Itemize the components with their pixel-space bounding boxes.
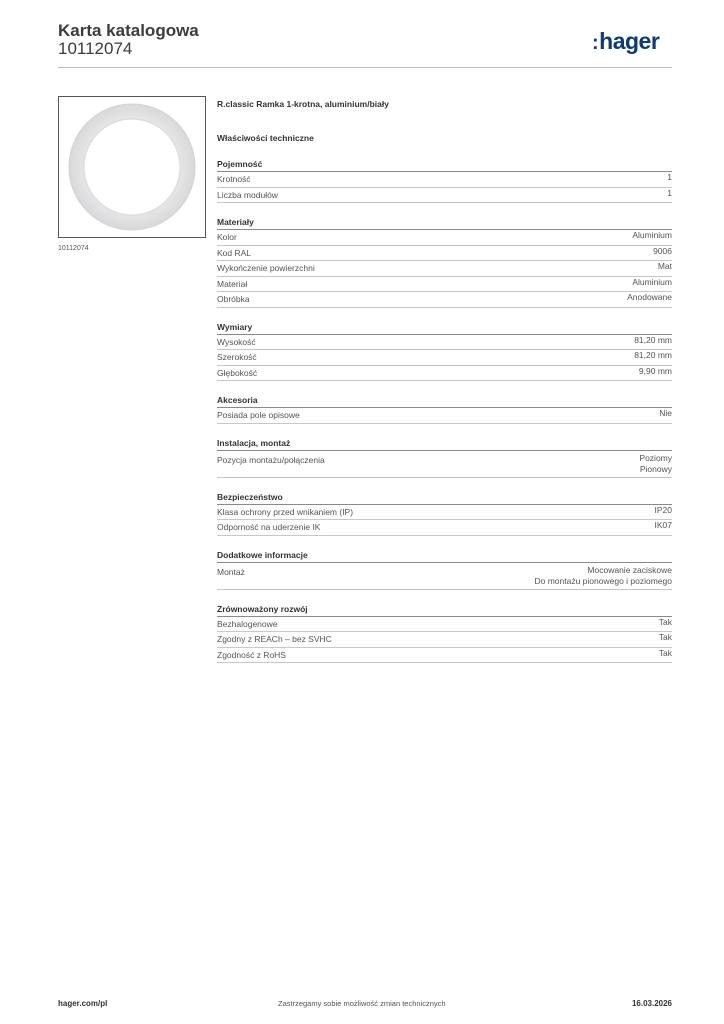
- spec-value-line: IK07: [654, 520, 672, 530]
- spec-value: [659, 632, 672, 647]
- spec-value: [659, 648, 672, 663]
- spec-value-line: 9,90 mm: [638, 365, 672, 376]
- frame-ring-illustration: [59, 97, 205, 237]
- group-title: Instalacja, montaż: [217, 437, 672, 451]
- document-title: Karta katalogowa: [58, 21, 199, 40]
- footer-disclaimer: Zastrzegamy sobie możliwość zmian technicznych: [278, 999, 446, 1008]
- spec-value: [632, 277, 672, 292]
- spec-value: [639, 366, 672, 381]
- spec-row: [217, 366, 672, 382]
- spec-row: [217, 632, 672, 648]
- spec-value-line: 81,20 mm: [634, 334, 672, 345]
- spec-label: Kolor: [217, 232, 237, 242]
- spec-row: [217, 563, 672, 590]
- spec-value: [639, 453, 672, 475]
- logo-mark: :: [592, 32, 599, 54]
- spec-value-line: Aluminium: [632, 276, 672, 287]
- group-title: Akcesoria: [217, 394, 672, 408]
- group-title: Zrównoważony rozwój: [217, 603, 672, 617]
- spec-label: Posiada pole opisowe: [217, 410, 300, 420]
- spec-row: [217, 261, 672, 277]
- spec-row: [217, 505, 672, 521]
- spec-value-line: Tak: [658, 616, 672, 627]
- spec-value-line: 1: [667, 187, 672, 198]
- spec-value-line: 81,20 mm: [634, 350, 672, 360]
- product-code: 10112074: [58, 39, 133, 58]
- spec-label: Wykończenie powierzchni: [217, 263, 315, 273]
- logo-text: hager: [599, 28, 660, 54]
- hager-logo: [592, 28, 659, 55]
- spec-value-line: Nie: [659, 408, 672, 418]
- spec-row: [217, 292, 672, 308]
- spec-value-line: Aluminium: [632, 230, 672, 240]
- group-title: Pojemność: [217, 158, 672, 172]
- spec-row: [217, 246, 672, 262]
- spec-row: [217, 230, 672, 246]
- spec-value: [634, 350, 672, 365]
- spec-row: [217, 648, 672, 664]
- group-title: Dodatkowe informacje: [217, 549, 672, 563]
- image-caption: 10112074: [58, 245, 89, 252]
- spec-value: [667, 172, 672, 187]
- spec-label: Obróbka: [217, 294, 250, 304]
- spec-row: [217, 172, 672, 188]
- spec-row: [217, 277, 672, 293]
- spec-label: Klasa ochrony przed wnikaniem (IP): [217, 506, 354, 517]
- spec-value: [655, 505, 673, 520]
- spec-value: [659, 617, 672, 632]
- group-title: Materiały: [217, 216, 672, 230]
- spec-value-line: Mocowanie zaciskowe: [587, 564, 672, 575]
- spec-value: [627, 292, 672, 307]
- spec-label: Głębokość: [217, 367, 258, 378]
- header-divider: [58, 67, 672, 68]
- spec-value-line: 1: [667, 172, 672, 182]
- section-heading: Właściwości techniczne: [217, 133, 314, 143]
- spec-label: Bezhalogenowe: [217, 618, 278, 629]
- spec-value: [658, 261, 672, 276]
- spec-label: Kod RAL: [217, 247, 252, 258]
- spec-value: [659, 408, 672, 423]
- spec-value-line: Tak: [658, 632, 672, 642]
- spec-value-line: Pionowy: [639, 463, 672, 474]
- spec-label: Krotność: [217, 174, 251, 184]
- footer-date: 16.03.2026: [631, 999, 672, 1008]
- group-title: Bezpieczeństwo: [217, 491, 672, 505]
- spec-value: [634, 335, 672, 350]
- spec-value-line: Mat: [657, 261, 672, 271]
- footer-website: hager.com/pl: [58, 999, 108, 1008]
- spec-value-line: 9006: [653, 245, 672, 256]
- spec-row: [217, 350, 672, 366]
- spec-label: Liczba modułów: [217, 189, 278, 200]
- spec-value-line: Tak: [658, 647, 672, 658]
- spec-value: [632, 230, 672, 245]
- spec-label: Szerokość: [217, 352, 257, 362]
- spec-value: [653, 246, 672, 261]
- spec-label: Materiał: [217, 278, 248, 289]
- product-image: [58, 96, 206, 238]
- product-name: R.classic Ramka 1-krotna, aluminium/biały: [217, 99, 389, 109]
- spec-label: Wysokość: [217, 336, 256, 347]
- spec-row: [217, 408, 672, 424]
- spec-value: [667, 188, 672, 203]
- spec-value: [655, 520, 673, 535]
- spec-label: Zgodność z RoHS: [217, 649, 286, 660]
- group-title: Wymiary: [217, 321, 672, 335]
- specification: [217, 97, 672, 663]
- spec-value-line: Do montażu pionowego i poziomego: [534, 575, 672, 586]
- spec-row: [217, 188, 672, 204]
- spec-label: Odporność na uderzenie IK: [217, 522, 321, 532]
- spec-row: [217, 451, 672, 478]
- spec-row: [217, 335, 672, 351]
- spec-value-line: Anodowane: [627, 292, 672, 302]
- spec-label: Pozycja montażu/połączenia: [217, 454, 325, 465]
- spec-row: [217, 617, 672, 633]
- spec-label: Montaż: [217, 566, 245, 577]
- spec-value: [534, 565, 672, 587]
- spec-row: [217, 520, 672, 536]
- spec-value-line: Poziomy: [639, 452, 672, 463]
- spec-value-line: IP20: [654, 504, 672, 515]
- spec-label: Zgodny z REACh – bez SVHC: [217, 634, 332, 644]
